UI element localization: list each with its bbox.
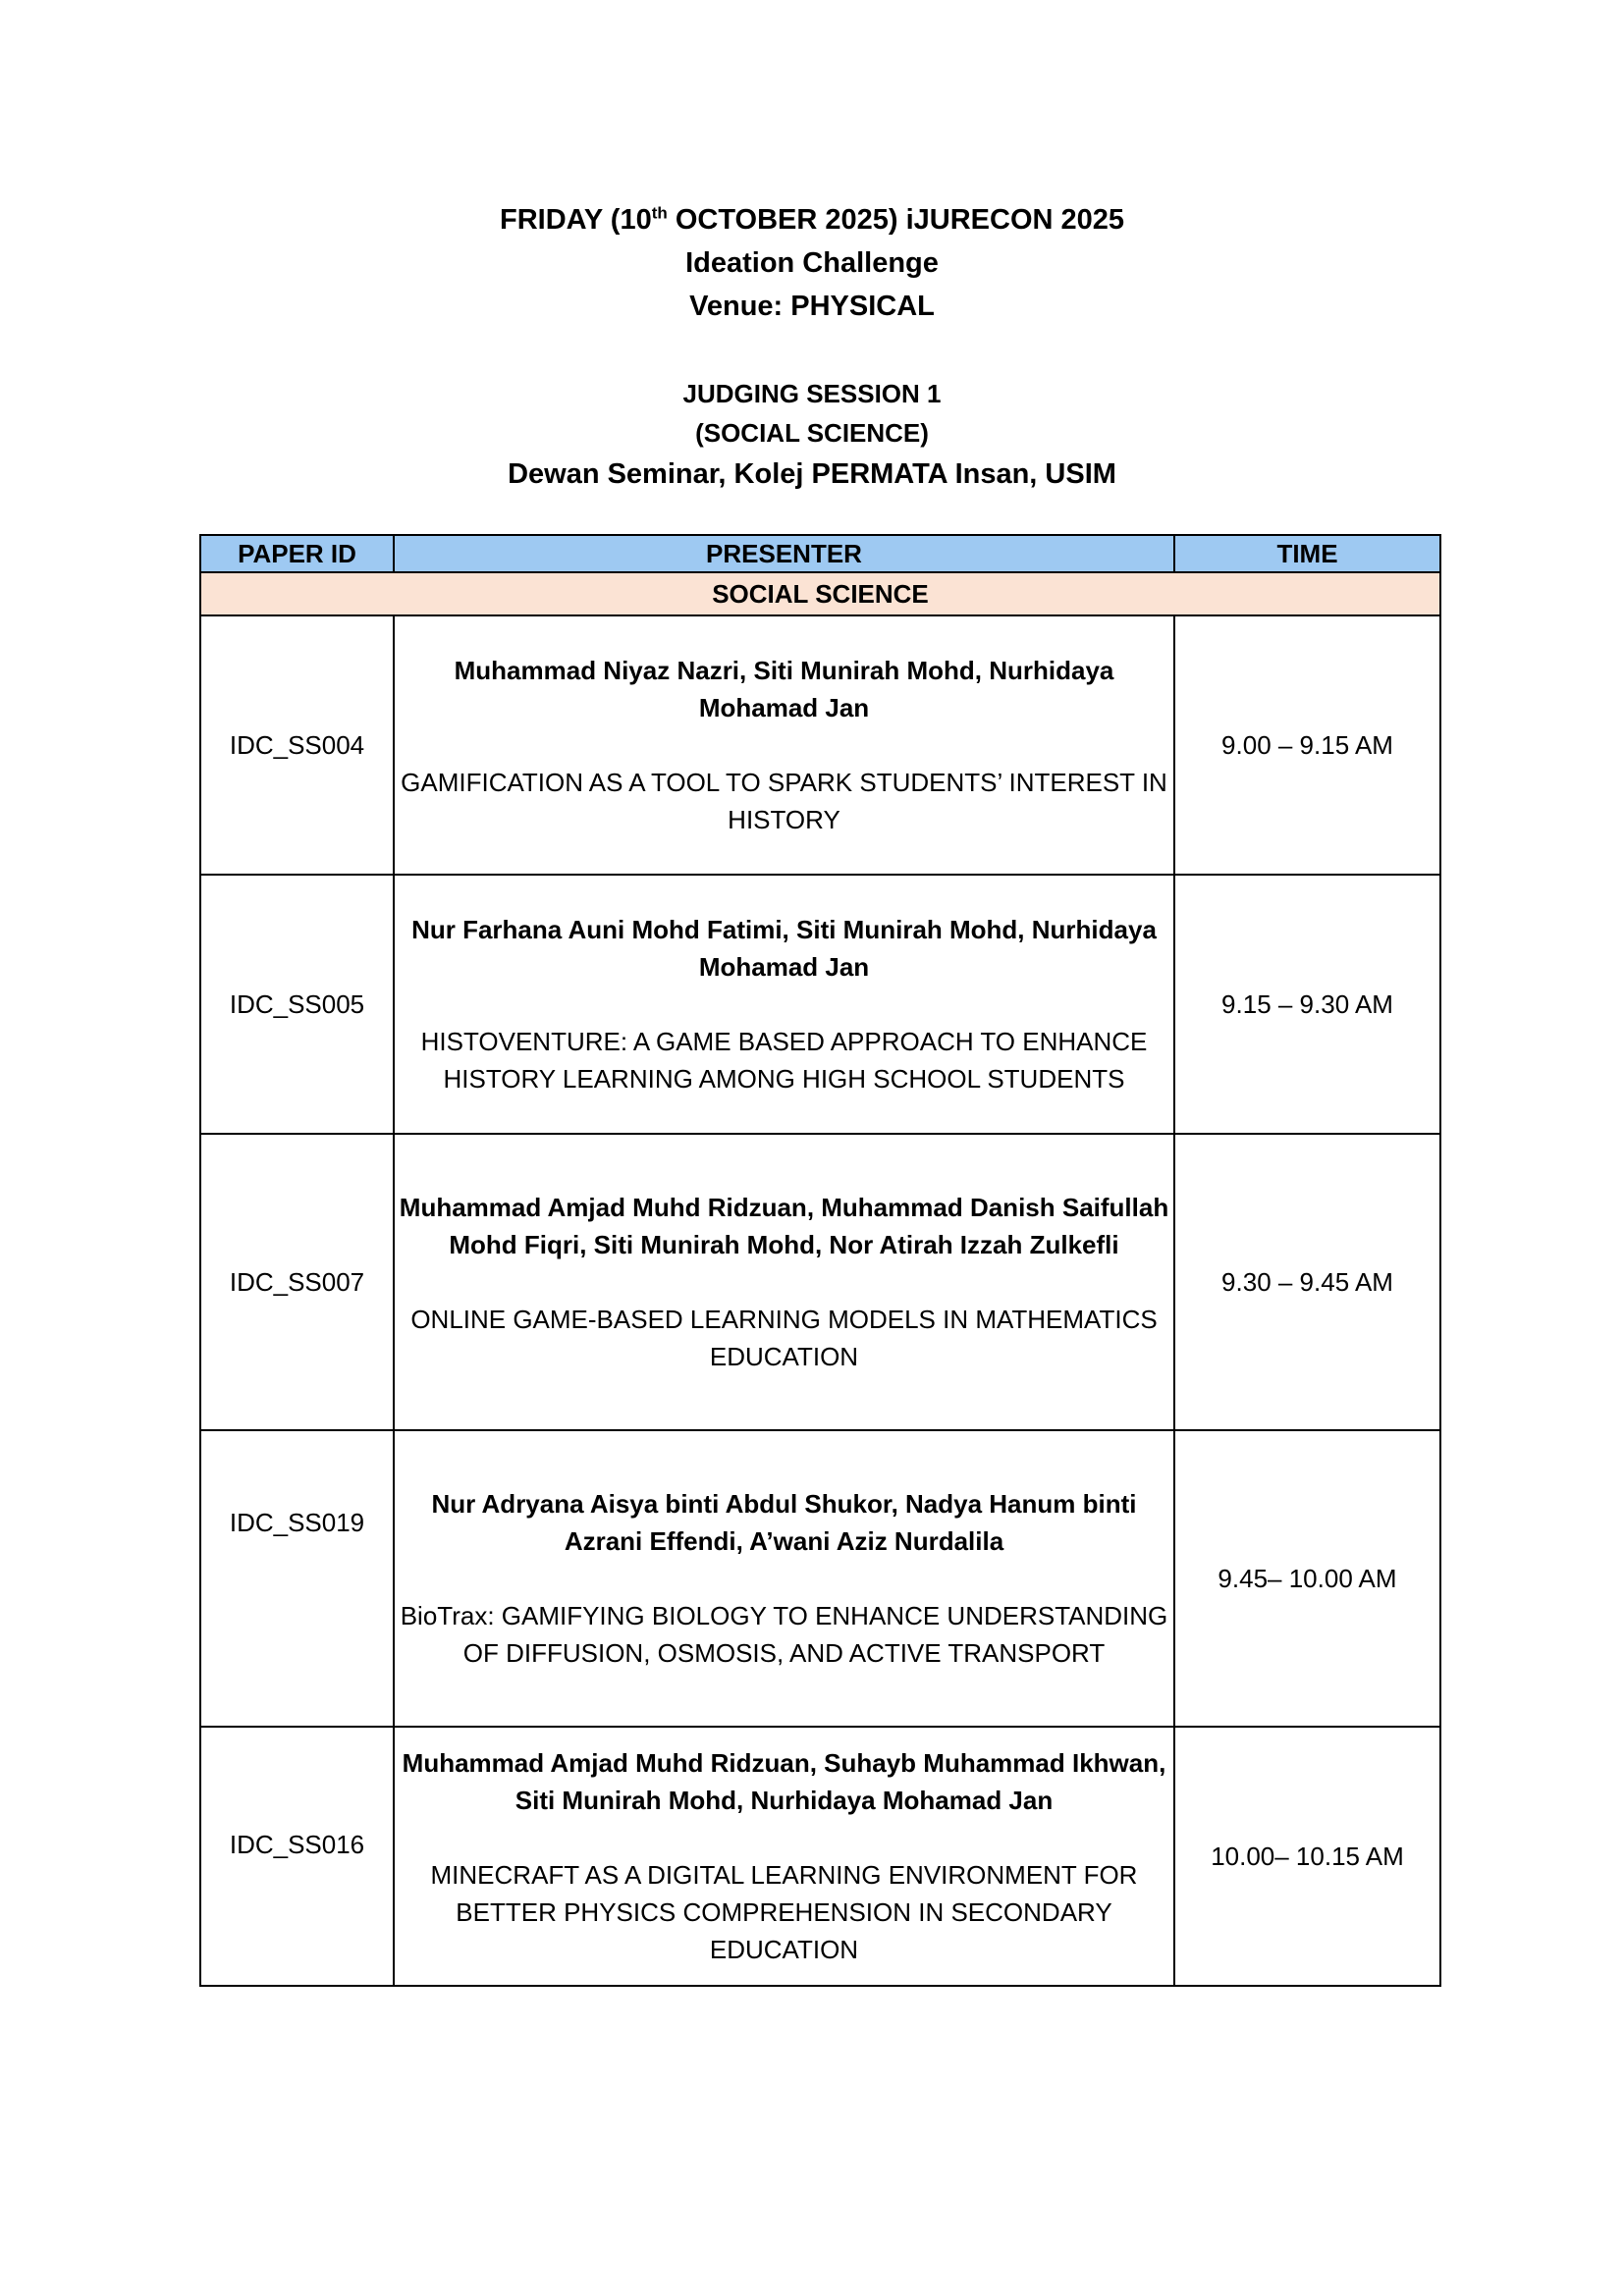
authors: Muhammad Niyaz Nazri, Siti Munirah Mohd, Nurhidaya Mohamad Jan	[454, 656, 1114, 722]
page-title	[0, 200, 1624, 240]
presenter-cell	[394, 615, 1174, 875]
paper-title: BioTrax: GAMIFYING BIOLOGY TO ENHANCE UNDERSTANDING OF DIFFUSION, OSMOSIS, AND ACTIVE TRANSPORT	[400, 1601, 1168, 1668]
presenter-cell	[394, 1430, 1174, 1727]
paper-id: IDC_SS019	[200, 1430, 394, 1727]
paper-title: MINECRAFT AS A DIGITAL LEARNING ENVIRONMENT FOR BETTER PHYSICS COMPREHENSION IN SECONDARY EDUCATION	[430, 1860, 1138, 1964]
section-label: SOCIAL SCIENCE	[200, 572, 1440, 615]
section-row	[200, 572, 1440, 615]
paper-id: IDC_SS007	[200, 1134, 394, 1430]
title-superscript: th	[651, 203, 668, 223]
authors: Muhammad Amjad Muhd Ridzuan, Muhammad Danish Saifullah Mohd Fiqri, Siti Munirah Mohd, Nor Atirah Izzah Zulkefli	[399, 1193, 1169, 1259]
column-header-paper-id: PAPER ID	[200, 535, 394, 572]
time-slot: 9.00 – 9.15 AM	[1174, 615, 1440, 875]
session-location: Dewan Seminar, Kolej PERMATA Insan, USIM	[508, 458, 1116, 490]
authors: Muhammad Amjad Muhd Ridzuan, Suhayb Muhammad Ikhwan, Siti Munirah Mohd, Nurhidaya Mohamad Jan	[402, 1748, 1166, 1815]
presenter-cell	[394, 1134, 1174, 1430]
table-row	[200, 875, 1440, 1134]
presenter-cell	[394, 875, 1174, 1134]
table-row	[200, 1430, 1440, 1727]
title-suffix: OCTOBER 2025) iJURECON 2025	[667, 204, 1125, 236]
paper-title: HISTOVENTURE: A GAME BASED APPROACH TO ENHANCE HISTORY LEARNING AMONG HIGH SCHOOL STUDENTS	[420, 1027, 1148, 1094]
title-prefix: FRIDAY (10	[499, 204, 652, 236]
column-header-time: TIME	[1174, 535, 1440, 572]
column-header-presenter: PRESENTER	[394, 535, 1174, 572]
authors: Nur Farhana Auni Mohd Fatimi, Siti Munirah Mohd, Nurhidaya Mohamad Jan	[411, 915, 1157, 982]
venue: Venue: PHYSICAL	[689, 291, 935, 322]
table-header-row	[200, 535, 1440, 572]
paper-id: IDC_SS016	[200, 1727, 394, 1986]
time-slot: 9.30 – 9.45 AM	[1174, 1134, 1440, 1430]
table-row	[200, 1727, 1440, 1986]
paper-title: GAMIFICATION AS A TOOL TO SPARK STUDENTS’ INTEREST IN HISTORY	[401, 768, 1167, 834]
session-title: JUDGING SESSION 1	[682, 379, 942, 408]
paper-title: ONLINE GAME-BASED LEARNING MODELS IN MATHEMATICS EDUCATION	[410, 1305, 1158, 1371]
paper-id: IDC_SS005	[200, 875, 394, 1134]
event-name: Ideation Challenge	[685, 247, 939, 279]
authors: Nur Adryana Aisya binti Abdul Shukor, Nadya Hanum binti Azrani Effendi, A’wani Aziz Nurdalila	[431, 1489, 1137, 1556]
time-slot: 9.45– 10.00 AM	[1174, 1430, 1440, 1727]
table-row	[200, 615, 1440, 875]
paper-id: IDC_SS004	[200, 615, 394, 875]
presenter-cell	[394, 1727, 1174, 1986]
schedule-table	[199, 534, 1441, 1987]
time-slot: 9.15 – 9.30 AM	[1174, 875, 1440, 1134]
table-row	[200, 1134, 1440, 1430]
session-category: (SOCIAL SCIENCE)	[695, 418, 929, 448]
time-slot: 10.00– 10.15 AM	[1174, 1727, 1440, 1986]
